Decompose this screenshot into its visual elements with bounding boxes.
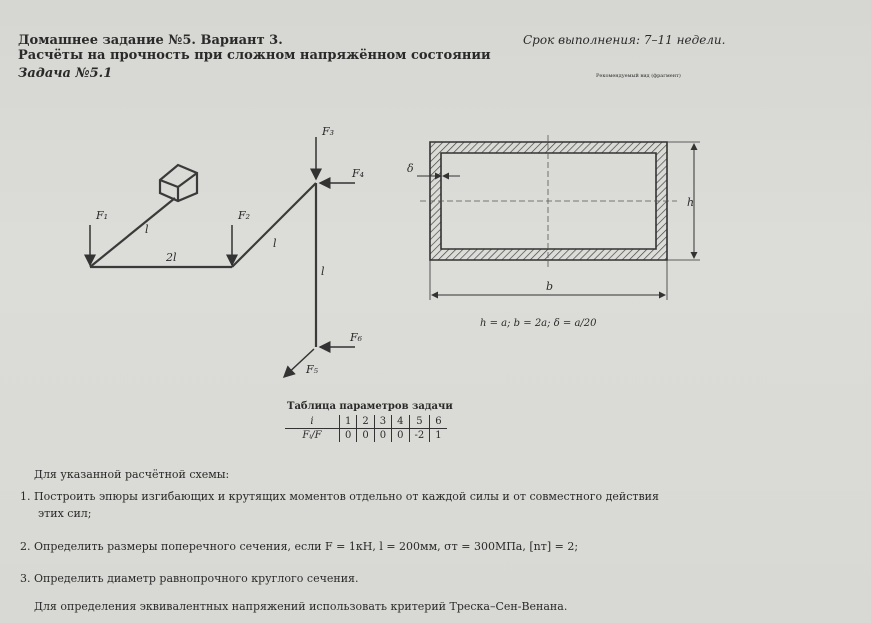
table-cell: 0 [392,429,409,443]
table-cell: 0 [374,429,391,443]
table-cell: 3 [374,415,391,429]
table-cell: 5 [409,415,430,429]
table-caption: Таблица параметров задачи [287,401,453,412]
instructions-intro: Для указанной расчётной схемы: [34,468,230,481]
cross-section-diagram [405,130,705,310]
document-title: Домашнее задание №5. Вариант 3. [18,33,283,48]
parameters-table [285,415,447,442]
table-cell: -2 [409,429,430,443]
label-2l: 2l [166,251,177,264]
instruction-item-1-continued: этих сил; [38,507,92,520]
label-f2: F₂ [238,209,251,222]
table-cell: 2 [357,415,374,429]
label-l-b: l [273,237,277,250]
table-cell: 0 [357,429,374,443]
label-delta: δ [407,162,414,175]
instruction-item-2: 2. Определить размеры поперечного сечения, если F = 1кН, l = 200мм, σт = 300МПа, [nт] = 2; [20,540,579,553]
small-note: Рекомендуемый вид (фрагмент) [596,73,681,79]
deadline-text: Срок выполнения: 7–11 недели. [523,33,726,47]
criterion-note: Для определения эквивалентных напряжений использовать критерий Треска–Сен-Венана. [34,600,568,613]
label-l-a: l [145,223,149,236]
table-cell: 0 [340,429,357,443]
section-formula: h = a; b = 2a; δ = a/20 [480,318,597,329]
load-scheme-diagram [60,115,390,390]
label-b: b [546,280,554,293]
label-l-c: l [321,265,325,278]
label-f4: F₄ [352,167,365,180]
table-cell: 4 [392,415,409,429]
table-cell: 1 [340,415,357,429]
table-row [285,429,447,443]
label-f3: F₃ [322,125,335,138]
label-f6: F₆ [350,331,363,344]
document-subtitle: Расчёты на прочность при сложном напряжённом состоянии [18,48,491,63]
instruction-item-3: 3. Определить диаметр равнопрочного круглого сечения. [20,572,359,585]
support-block [160,165,197,201]
table-cell: i [285,415,340,429]
table-cell: Fᵢ/F [302,430,322,441]
label-h: h [687,196,695,209]
table-cell: 1 [430,429,447,443]
table-header-row [285,415,447,429]
table-cell: 6 [430,415,447,429]
member-diagonal-2 [232,183,316,267]
label-f5: F₅ [306,363,319,376]
label-f1: F₁ [96,209,109,222]
task-number: Задача №5.1 [18,66,113,81]
instruction-item-1: 1. Построить эпюры изгибающих и крутящих моментов отдельно от каждой силы и от совместного действия [20,490,659,503]
